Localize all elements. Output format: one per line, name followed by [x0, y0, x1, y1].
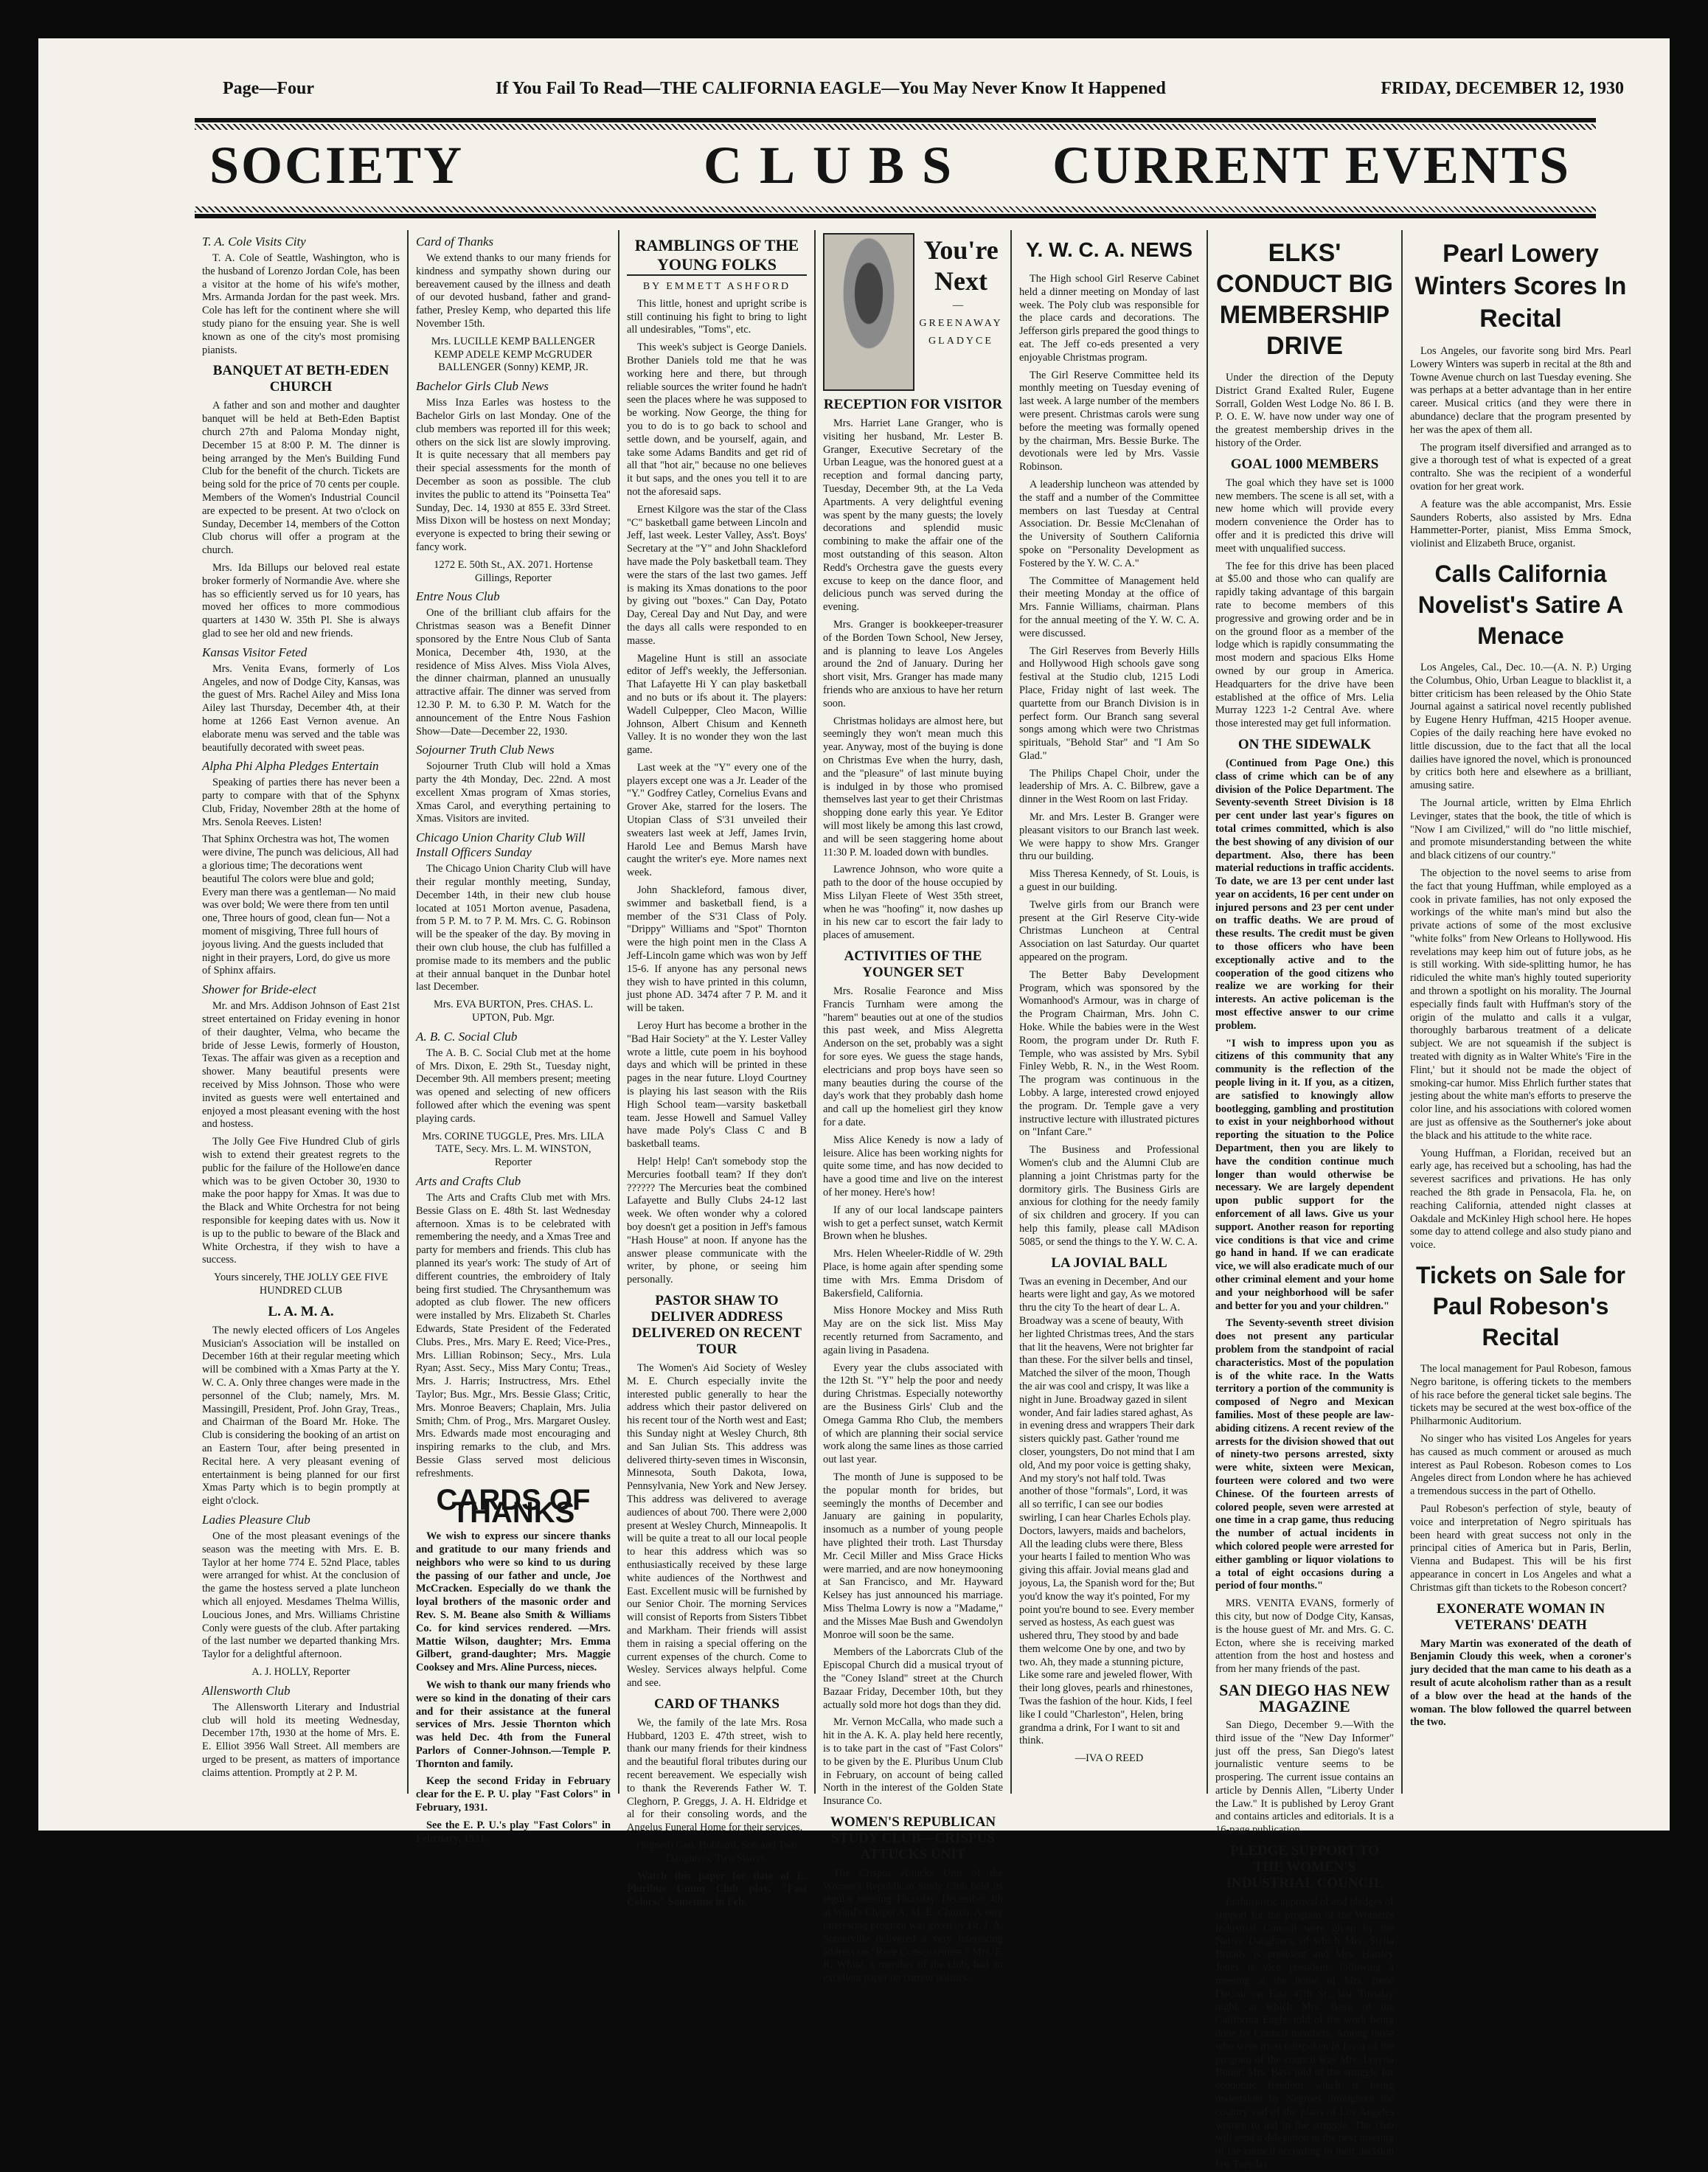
headline-shower: Shower for Bride-elect: [202, 982, 316, 997]
article-card-of-thanks: We extend thanks to our many friends for kindness and sympathy shown during our bereavement caused by the illness and death of our devoted husband, father and grand-father, Presley Kemp, who departed this life November 15th.: [416, 252, 611, 330]
banner-society: SOCIETY: [209, 136, 465, 195]
photo-block: [823, 230, 1003, 391]
column-6: [1215, 230, 1394, 2171]
headline-calls-california: Calls California Novelist's Satire A Menace: [1417, 560, 1624, 649]
headline-cole: T. A. Cole Visits City: [202, 235, 306, 249]
article-activities-9: Mr. Vernon McCalla, who made such a hit in the A. K. A. play held here recently, is to take part in the cast of "Fast Colors" to be given by the E. Pluribus Unum Club in February, on account of being called North in the interest of the Golden State Insurance Co.: [823, 1716, 1003, 1808]
article-tickets-2: No singer who has visited Los Angeles for years has caused as much comment or aroused as much interest as Paul Robeson. Robeson comes to Los Angeles direct from London where he has achieved a tremendous success in the part of Othello.: [1410, 1433, 1631, 1498]
signature-kemp: Mrs. LUCILLE KEMP BALLENGER KEMP ADELE KEMP McGRUDER BALLENGER (Sonny) KEMP, JR.: [431, 335, 596, 374]
headline-womens-republican: WOMEN'S REPUBLICAN STUDY CLUB—CRISPUS ATTUCKS UNIT: [830, 1814, 996, 1862]
signature-ladies: A. J. HOLLY, Reporter: [251, 1665, 350, 1678]
column-3: [627, 230, 807, 1909]
article-pastor-shaw: The Women's Aid Society of Wesley M. E. Church especially invite the interested public generally to hear the address which their pastor delivered on his recent tour of the North west and East; this Sunday night at Wesley Church, 8th and San Julian Sts. This address was delivered thirty-seven times in Wisconsin, Minnesota, South Dakota, Iowa, Pennsylvania, New York and New Jersey. This address was delivered to average audiences of about 700. There were 2,000 present at Wesley Church, Minneapolis. It will be quite a treat to all our local people to hear this address which was so enthusiastically received by these large white audiences of the Northwest and East. Excellent music will be furnished by our Senior Choir. The morning Services will consist of Reports from Sisters Tibbet and Markham. Their friends will assist them in raising a special offering on the current expenses of the church. Come to Wesley. Services always helpful. Come and see.: [627, 1361, 807, 1690]
article-reception-4: Lawrence Johnson, who wore quite a path to the door of the house occupied by Miss Lilyan Fleete of West 35th street, when he was "hoofing" it, now dashes up in his new car to escort the fair lady to places of amusement.: [823, 864, 1003, 942]
signature-reed: —IVA O REED: [1075, 1752, 1144, 1765]
article-ywca-9: Twelve girls from our Branch were present at the Girl Reserve City-wide Christmas Luncheon at Central Association on last Saturday. Our quartet appeared on the program.: [1019, 898, 1199, 964]
column-rule: [1010, 230, 1012, 1794]
article-calls-2: The Journal article, written by Elma Ehrlich Levinger, states that the book, the title of which is "Now I am Civilized," will do "no little mischief, and promote misunderstanding between the white and black citizens of our country.": [1410, 797, 1631, 862]
article-evans: MRS. VENITA EVANS, formerly of this city, but now of Dodge City, Kansas, is the house guest of Mr. and Mrs. G. C. Ecton, where she is receiving marked attention from the host and hostess and from her many friends of the past.: [1215, 1597, 1394, 1676]
article-activities-4: Mrs. Helen Wheeler-Riddle of W. 29th Place, is home again after spending some time with Mrs. Emma Drisdom of Bakersfield, California.: [823, 1248, 1003, 1300]
article-activities-5: Miss Honore Mockey and Miss Ruth May are on the sick list. Miss May recently returned from Sacramento, and again living in Pasadena.: [823, 1305, 1003, 1356]
article-pearl-2: The program itself diversified and arranged as to give a thorough test of what is expected of a great contralto. She was the recipient of a wonderful ovation for her great work.: [1410, 441, 1631, 493]
article-sojourner: Sojourner Truth Club will hold a Xmas party the 4th Monday, Dec. 22nd. A most excellent Xmas program of Xmas stories, Xmas Carol, and everything pertaining to Xmas. Visitors are invited.: [416, 760, 611, 825]
article-sidewalk-1: (Continued from Page One.) this class of crime which can be of any division of the Police Department. The Seventy-seventh Street Division is 18 per cent under last year's figures on total crimes committed, which is also the best showing of any division of our department. Also, there has been material reductions in traffic accidents. To date, we are 13 per cent under last year on accidents, 16 per cent under on injured persons and 23 per cent under on traffic deaths. We are proud of these results. The credit must be given to those officers who have been exceptionally active and to the cooperation of the good citizens who realize we are working for their interests. An active policeman is the most effective answer to our crime problem.: [1215, 757, 1394, 1032]
article-cards-3: Keep the second Friday in February clear for the E. P. U. play "Fast Colors" in February, 1931.: [416, 1775, 611, 1814]
article-activities-2: Miss Alice Kenedy is now a lady of leisure. Alice has been working nights for quite some time, and has now decided to have a good time and live on the interest of her money. Here's how!: [823, 1134, 1003, 1199]
column-7: [1410, 230, 1631, 1801]
headline-reception: RECEPTION FOR VISITOR: [823, 397, 1003, 412]
article-sidewalk-3: The Seventy-seventh street division does not present any particular problem from the standpoint of racial characteristics. Most of the population is of the white race. In the Watts territory a portion of the community is composed of Negro and Mexican families. Most of these people are law-abiding citizens. A recent review of the arrests for the division showed that out of ninety-two persons arrested, sixty were white, sixteen were Mexican, fourteen were colored and two were Chinese. Of the fourteen arrests of colored people, seven were arrested at one time in a crap game, thus reducing the number of actual incidents in which colored people were arrested for either gambling or liquor violations to a total of eight occasions during a period of four months.": [1215, 1317, 1394, 1592]
article-elks-1: Under the direction of the Deputy District Grand Exalted Ruler, Eugene Sorrall, Golden West Lodge No. 86 I. B. P. O. E. W. have now under way one of the greatest membership drives in the history of the Order.: [1215, 372, 1394, 449]
column-rule: [1401, 230, 1403, 1794]
signature-hubbard: (Signed) Geo. Hubbard, Son and Two Daughters; Two Sisters.: [636, 1839, 797, 1864]
article-elks-3: The fee for this drive has been placed at $5.00 and those who can qualify are rapidly taking advantage of this bargain rate to become members of this progressive and growing order and be in on the ground floor as a member of the lodge which is rapidly consummating the most modern and spacious Elks Home owned by our group in America. Headquarters for the drive have been established at the office of Mrs. Lelia Murray 1223 1-2 Central Ave. where those interested may get full information.: [1215, 560, 1394, 730]
article-pearl-1: Los Angeles, our favorite song bird Mrs. Pearl Lowery Winters was superb in recital at the 8th and Towne Avenue church on last Tuesday evening. She was perhaps at a better advantage than in her entire career. Musical critics (and they were there in abundance) declare that the program presented by her was the apex of them all.: [1410, 345, 1631, 436]
headline-activities: ACTIVITIES OF THE YOUNGER SET: [844, 948, 982, 981]
article-exonerate: Mary Martin was exonerated of the death of Benjamin Cloudy this week, when a coroner's jury decided that the man came to his death as a result of acute alcoholism rather than as a result of a blow over the head at the hands of the woman. The blow followed the quarrel between the two.: [1410, 1637, 1631, 1729]
article-ywca-2: The Girl Reserve Committee held its monthly meeting on Tuesday evening of last week. A large number of the members were present. Christmas carols were sung before the meeting was formally opened by the chairman, Mrs. Bessie Burke. The devotionals were led by Mrs. Vassie Robinson.: [1019, 369, 1199, 473]
article-sidewalk-2: "I wish to impress upon you as citizens of this community that any community is the reflection of the people living in it. If you, as a citizen, are satisfied to knowingly allow bootlegging, gambling and prostitution to exist in your neighborhood without reporting the situation to the Police Department, then you are likely to have the condition continue much longer than would otherwise be necessary. We are largely dependent upon public support for the enforcement of all laws. Give us your support. Another reason for reporting vice conditions is that vice and crime go hand in hand. If we can eradicate vice, we will also eradicate much of our other criminal element and your home and your neighborhood will be safer and better for you and your children.": [1215, 1037, 1394, 1312]
caption-greenaway: GREENAWAY: [919, 317, 1003, 329]
verse-alpha: That Sphinx Orchestra was hot, The women were divine, The punch was delicious, All had a glorious time; The decorations went beautiful The colors were blue and gold; Every man there was a gentleman— No maid was over bold; We were there from ten until one, Three hours of good, clean fun— Not a moment of misgiving, Three full hours of joyous living. And the guests included that night in their prayers, Lord, do give us more of Sphinx affairs.: [202, 833, 399, 977]
separator: —: [952, 299, 970, 311]
article-entre-nous: One of the brilliant club affairs for the Christmas season was a Benefit Dinner sponsored by the Entre Nous Club of Santa Monica, December 4th, 1930, at the residence of Miss Alves. Miss Viola Alves, the dinner chairman, planned an unusually attractive affair. The dinner was served from 12.30 P. M. to 6.30 P. M. Watch for the announcement of the Entre Nous Fashion Show—Date—December 22, 1930.: [416, 607, 611, 738]
headline-pearl-lowery: Pearl Lowery Winters Scores In Recital: [1414, 240, 1627, 333]
article-ramblings-3: Ernest Kilgore was the star of the Class "C" basketball game between Lincoln and Jeff, last week. Lester Valley, Ass't. Boys' Secretary at the "Y" and John Shackleford have made the Poly basketball team. They were the stars of the last two games. Jeff is making its Xmas donations to the poor by giving out "boxes." Can Day, Potato Day, Cereal Day and Nut Day, and were the days all calls were responded to en masse.: [627, 503, 807, 647]
verse-jovial-ball: Twas an evening in December, And our hearts were light and gay, As we motored thru the city To the heart of dear L. A. Broadway was a scene of beauty, With her lighted Christmas trees, And the stars that lit the heavens, Were not brighter far than these. For the silver bells and tinsel, Matched the silver of the moon, Though the air was cool and crispy, It was like a night in June. Broadway gazed in silent wonder, And fair ladies stared aghast, As in evening dress and wrappers Their dark sisters quickly past. Gather 'round me closer, youngsters, Do not mind that I am old, And my poor voice is getting shaky, And my story's not half told. Twas another of those "formals", Lord, it was all so terrific, I can see our bodies swirling, I can hear Charles Echols play. Doctors, lawyers, maids and bachelors, All the leading clubs were there, Bless your hearts I failed to mention Who was giving this affair. Jovial means glad and joyous, La, the Spanish word for the; But you'd know the way it's pointed, For my point you're bound to see. Every member served as hostess, As each guest was ushered thru, They stood by and bade them welcome One by one, and two by two. Ah, they made a stunning picture, Like some rare and jeweled flower, With their long gloves, pearls and rhinestones, Twas the fashion of the hour. Kids, I feel like I could "Charleston", Helen, bring grandma a drink, For I want to sit and think.: [1019, 1275, 1195, 1747]
headline-card-of-thanks: Card of Thanks: [416, 235, 494, 249]
article-cole: T. A. Cole of Seattle, Washington, who is the husband of Lorenzo Jordan Cole, has been a visitor at the home of his wife's mother, Mrs. Armanda Jordan for the past week. Mrs. Cole has left for the continent where she will study piano for the ensuing year. She is well known as one of the city's most promising pianists.: [202, 252, 400, 356]
headline-abc: A. B. C. Social Club: [416, 1029, 518, 1044]
article-ladies: One of the most pleasant evenings of the season was the meeting with Mrs. E. B. Taylor at her home 774 E. 52nd Place, tables were arranged for whist. At the conclusion of the game the hostess served a plate luncheon which all enjoyed. Mesdames Thelma Willis, Loucious Jones, and Mrs. Williams Christine Conly were guests of the club. After partaking of the last number we departed thanking Mrs. Taylor for a delightful afternoon.: [202, 1530, 400, 1661]
headline-ladies: Ladies Pleasure Club: [202, 1512, 310, 1527]
article-reception-3: Christmas holidays are almost here, but seemingly they won't mean much this year. Anyway, most of the buying is done on Christmas Eve when the hurry, dash, and the "pleasure" of last minute buying is indulged in by those who promised themselves last year to get their Christmas shopping done early this year. Ye Editor will most likely be among this last crowd, and will be seen staggering home about 11:30 P. M. loaded down with bundles.: [823, 715, 1003, 858]
article-ramblings-7: Leroy Hurt has become a brother in the "Bad Hair Society" at the Y. Lester Valley wrote a little, cute poem in his boyhood days and which will be printed in these pages in the near future. Lloyd Courtney is playing his last season with the Riis High School team—varsity basketball team. Jesse Howell and Samuel Valley have made Poly's Class C and B basketball teams.: [627, 1020, 807, 1151]
article-alpha: Speaking of parties there has never been a party to compare with that of the Sphynx Club, Friday, November 28th at the home of Mrs. Senola Reeves. Listen!: [202, 777, 400, 828]
article-activities-8: Members of the Laborcrats Club of the Episcopal Church did a musical tryout of the "Coney Island" street at the Church Bazaar Friday, December 10th, but they actually sold more hot dogs than they did.: [823, 1646, 1003, 1711]
article-tickets-3: Paul Robeson's perfection of style, beauty of voice and interpretation of Negro spirituals has been heard with great success not only in the principal cities of America but in Paris, Berlin, Vienna and Budapest. This will be his first appearance in concert in Los Angeles and what a Christmas gift than tickets to the Robeson concert?: [1410, 1502, 1631, 1594]
article-ramblings-5: Last week at the "Y" every one of the players except one was a Jr. Leader of the "Y." Godfrey Catley, Cornelius Evans and Grover Ake, starred for the losers. The Utopian Class of S'31 unveiled their sweaters last week at Jeff, James Irvin, Harold Lee and Bemus Marsh have caught the writer's eye. More names next week.: [627, 761, 807, 879]
article-tickets-1: The local management for Paul Robeson, famous Negro baritone, is offering tickets to the members of his race before the general ticket sale begins. The tickets may be secured at the west box-office of the Philharmonic Auditorium.: [1410, 1363, 1631, 1428]
headline-jovial-ball: LA JOVIAL BALL: [1051, 1255, 1167, 1271]
page-number: Page—Four: [223, 79, 314, 98]
article-womens-republican: The Crispus Attucks Unit of the Women's Republican Study Club held its regular meeting Thursday, December 4th at Ward's Chapel A. M. E. Church. A very interesting program was given by Dr. J. A. Somerville delivered a very interesting address on "Race Consciousness." Mrs. F. R. White, a member of the club, had an excellent paper on current politics.: [823, 1867, 1003, 1985]
portrait-photo: [823, 233, 914, 391]
issue-date: FRIDAY, DECEMBER 12, 1930: [1381, 79, 1624, 98]
article-reception-1: Mrs. Harriet Lane Granger, who is visiting her husband, Mr. Lester B. Granger, Executive Secretary of the Urban League, was the honored guest at a reception and formal dancing party, Tuesday, December 9th, at the La Veda Apartments. A very delightful evening was spent by the many guests; the lovely decorations and splendid music combining to make the affair one of the most outstanding of this season. Alton Redd's Orchestra gave the guests every excuse to keep on the dance floor, and delicious punch was served during the evening.: [823, 417, 1003, 614]
column-1: [202, 230, 400, 1801]
article-kansas: Mrs. Venita Evans, formerly of Los Angeles, and now of Dodge City, Kansas, was the guest of Mrs. Rachel Ailey and Miss Iona Ailey last Thursday, December 4th, at their home at 1266 East Vernon avenue. An elaborate menu was served and the table was beautifully decorated with sweet peas.: [202, 662, 400, 754]
article-billups: Mrs. Ida Billups our beloved real estate broker formerly of Normandie Ave. where she has so efficiently served us for 10 years, has moved her offices to more commodious quarters at 1430 W. 35th Pl. She is always glad to see her old and new friends.: [202, 561, 400, 639]
signature-jolly: Yours sincerely, THE JOLLY GEE FIVE HUNDRED CLUB: [214, 1271, 388, 1297]
signature-chicago: Mrs. EVA BURTON, Pres. CHAS. L. UPTON, Pub. Mgr.: [433, 999, 594, 1024]
article-ywca-11: The Business and Professional Women's club and the Alumni Club are planning a joint Christmas party for the dormitory girls. The Business Girls are anxious for clothing for the needy family of six children and grocery. If you can help this family, please call MAdison 5085, or send the things to the Y. W. C. A.: [1019, 1144, 1199, 1248]
article-allensworth: The Allensworth Literary and Industrial club will hold its meeting Wednesday, December 17th, 1930 at the home of Mrs. E. E. Elliot 3956 Wall Street. All members are urged to be present, as matters of importance claims attention. Promptly at 2 P. M.: [202, 1701, 400, 1779]
article-ramblings-6: John Shackleford, famous diver, swimmer and basketball fiend, is a member of the S'31 Class of Poly. "Drippy" Williams and "Spot" Thornton were the high point men in the Class A Jeff-Lincoln game which was won by Jeff 15-6. If anyone has any personal news they wish to have printed in this column, just phone AD. 3474 after 7 P. M. and it will be taken.: [627, 884, 807, 1015]
article-chicago: The Chicago Union Charity Club will have their regular monthly meeting, Sunday, December 14th, in their new club house located at 1051 Morton avenue, Pasadena, from 5 P. M. to 7 P. M. Mrs. C. G. Robinson will be the speaker of the day. By moving in their own club house, the club has fulfilled a promise made to its members and the public at their annual banquet in the Dunbar hotel last December.: [416, 863, 611, 993]
article-card-hubbard: We, the family of the late Mrs. Rosa Hubbard, 1203 E. 47th street, wish to thank our many friends for their kindness and the beautiful floral tributes during our recent bereavement. We especially wish to thank the Reverends Father W. T. Cleghorn, P. Greggs, J. A. H. Eldridge et al for their consoling words, and the Angelus Funeral Home for their services.: [627, 1716, 807, 1834]
article-ywca-8: Miss Theresa Kennedy, of St. Louis, is a guest in our building.: [1019, 868, 1199, 894]
headline-san-diego: SAN DIEGO HAS NEW MAGAZINE: [1219, 1680, 1390, 1715]
headline-sojourner: Sojourner Truth Club News: [416, 743, 555, 757]
article-lama: The newly elected officers of Los Angeles Musician's Association will be installed on December 16th at their regular meeting which will be combined with a Xmas Party at the Y. W. C. A. Only three changes were made in the personnel of the Club; namely, Mrs. M. Massingill, President, Prof. John Gray, Treas., and Chairman of the Board Mr. Hoke. The Club is considering the booking of an artist on an Eastern Tour, after being presented in Recital here. A very pleasant evening of entertainment is being planned for our first Xmas Party which is to begin promptly at eight o'clock.: [202, 1324, 400, 1507]
headline-banquet: BANQUET AT BETH-EDEN CHURCH: [212, 363, 389, 395]
photo-caption-block: [919, 230, 1003, 352]
article-cards-4: See the E. P. U.'s play "Fast Colors" in February, 1931.: [416, 1819, 611, 1845]
headline-youre-next: You're Next: [923, 235, 999, 296]
article-watch-paper: Watch this paper for date of E. Pluribus Unum Club play, "Fast Colors." Sometime in Feb.: [627, 1870, 807, 1909]
article-reception-2: Mrs. Granger is bookkeeper-treasurer of the Borden Town School, New Jersey, and is planning to leave Los Angeles around the 2nd of January. During her short visit, Mrs. Granger has made many friends who are anxious to have her return soon.: [823, 618, 1003, 709]
article-activities-7: The month of June is supposed to be the popular month for brides, but seemingly the months of December and January are gaining in popularity, insomuch as a number of young people have plighted their troth. Last Thursday Mr. Cecil Miller and Miss Grace Hicks were married, and are now honeymooning at San Francisco, and Mr. Hayward Kelsey has just announced his marriage. Miss Thelma Lowry is now a "Madame," and the Misses Mae Bush and Gwendolyn Monroe will soon be the same.: [823, 1471, 1003, 1641]
article-activities-6: Every year the clubs associated with the 12th St. "Y" help the poor and needy during Christmas. Especially noteworthy are the Business Girls' Club and the Omega Gamma Rho Club, the members of which are planning their social service work along the same lines as those carried out last year.: [823, 1361, 1003, 1466]
article-ywca-7: Mr. and Mrs. Lester B. Granger were pleasant visitors to our Branch last week. We were happy to show Mrs. Granger thru our building.: [1019, 811, 1199, 863]
article-calls-1: Los Angeles, Cal., Dec. 10.—(A. N. P.) Urging the Columbus, Ohio, Urban League to blacklist it, a bitter criticism has been released by the Ohio State Journal against a satirical novel recently published by Eugene Henry Huffman, 4215 Hooper avenue. Copies of the daily reaching here have evoked no little discussion, due to the fact that all the local dailies have ignored the novel, which is pronounced by critics both here and elsewhere as a brilliant, amusing satire.: [1410, 661, 1631, 792]
headline-allensworth: Allensworth Club: [202, 1683, 291, 1698]
article-bachelor: Miss Inza Earles was hostess to the Bachelor Girls on last Monday. One of the club members was reported ill for this week; others on the sick list are slowly improving. It is quite necessary that all members pay their special assessments for the month of December as soon as possible. The club invites the public to attend its "Poinsetta Tea" Sunday, Dec. 14, 1930 at 855 E. 33rd Street. Miss Dixon will be hostess on next Monday; everyone is expected to bring their sewing or fancy work.: [416, 397, 611, 553]
headline-card-of-thanks-hubbard: CARD OF THANKS: [654, 1696, 780, 1712]
headline-alpha: Alpha Phi Alpha Pledges Entertain: [202, 759, 379, 774]
article-ywca-10: The Better Baby Development Program, which was sponsored by the Womanhood's Armour, was in charge of the Program Chairman, Mrs. John C. Hoke. While the babies were in the West Room, the program under Dr. Ruth F. Temple, who was assisted by Mrs. Sybil Finley Webb, R. N., in the West Room. The program was continuous in the Lobby. A large, interested crowd enjoyed the program. Dr. Temple gave a very instructive lecture with illustrated pictures on "Infant Care.": [1019, 968, 1199, 1139]
signature-abc: Mrs. CORINE TUGGLE, Pres. Mrs. LILA TATE, Secy. Mrs. L. M. WINSTON, Reporter: [422, 1130, 605, 1169]
headline-sidewalk: ON THE SIDEWALK: [1237, 736, 1372, 752]
article-ramblings-4: Mageline Hunt is still an associate editor of Jeff's weekly, the Jeffersonian. That Lafayette Hi Y can play basketball and no buts or ifs about it. The players: Wadell Culpepper, Cleo Macon, Willie Johnson, Albert Chisum and Kenneth Valley. It is no wonder they won the last game.: [627, 652, 807, 757]
headline-elks: ELKS' CONDUCT BIG MEMBERSHIP DRIVE: [1216, 239, 1393, 360]
article-shower: Mr. and Mrs. Addison Johnson of East 21st street entertained on Friday evening in honor of their daughter, Velma, who became the bride of Jesse Lewis, formerly of Houston, Texas. The affair was given as a reception and shower. Many beautiful presents were received by Miss Johnson. Those who were invited as guests were well entertained and enjoyed a most pleasant evening with the host and hostess.: [202, 1000, 400, 1131]
headline-pastor-shaw: PASTOR SHAW TO DELIVER ADDRESS DELIVERED ON RECENT TOUR: [631, 1292, 802, 1357]
newspaper-page: [38, 38, 1670, 2171]
signature-bachelor: 1272 E. 50th St., AX. 2071. Hortense Gillings, Reporter: [434, 558, 593, 584]
article-ywca-1: The High school Girl Reserve Cabinet held a dinner meeting on Monday of last week. The Poly club was responsible for the place cards and decorations. The Jefferson girls prepared the good things to eat. The Jeff co-eds presented a very enjoyable Christmas program.: [1019, 273, 1199, 364]
section-banner: [195, 118, 1596, 218]
article-ywca-6: The Philips Chapel Choir, under the leadership of Mrs. A. C. Bilbrew, gave a dinner in the West Room on last Friday.: [1019, 767, 1199, 806]
header-slogan: If You Fail To Read—THE CALIFORNIA EAGLE—You May Never Know It Happened: [496, 79, 1166, 98]
article-banquet: A father and son and mother and daughter banquet will be held at Beth-Eden Baptist church 27th and Paloma Monday night, December 15 at 8:00 P. M. The dinner is being arranged by the Men's Building Fund Club for the benefit of the church. Tickets are being sold for the price of 70 cents per couple. Members of the Women's Industrial Council are expected to be present. At two o'clock on Sunday, December 14, members of the Cotton Club chorus will offer a program at the church.: [202, 400, 400, 557]
article-ywca-4: The Committee of Management held their meeting Monday at the office of Mrs. Fannie Williams, chairman. Plans for the annual meeting of the Y. W. C. A. were discussed.: [1019, 575, 1199, 639]
article-san-diego: San Diego, December 9.—With the third issue of the "New Day Informer" just off the press, San Diego's latest journalistic venture seems to be prospering. The current issue contains an article by Dennis Allen, "Liberty Under the Law." It is published by Leroy Grant and contains articles and editorials. It is a 16-page publication.: [1215, 1718, 1394, 1836]
column-rule: [1207, 230, 1208, 1794]
article-abc: The A. B. C. Social Club met at the home of Mrs. Dixon, E. 29th St., Tuesday night, December 9th. All members present; meeting was opened and selecting of new officers followed after which the evening was spent playing cards.: [416, 1047, 611, 1125]
headline-exonerate: EXONERATE WOMAN IN VETERANS' DEATH: [1436, 1600, 1605, 1633]
headline-ramblings: RAMBLINGS OF THE YOUNG FOLKS: [627, 236, 807, 276]
banner-clubs: CLUBS: [704, 136, 970, 195]
article-cards-2: We wish to thank our many friends who were so kind in the donating of their cars and for their assistance at the funeral services of Mrs. Jessie Thornton which was held Dec. 4th from the Funeral Parlors of Conner-Johnson.—Temple P. Thornton and family.: [416, 1679, 611, 1770]
column-rule: [814, 230, 816, 1794]
article-calls-3: The objection to the novel seems to arise from the fact that young Huffman, while employed as a cook in private families, has not only exposed the workings of the white man's mind but also the private actions of some of the most exclusive "white folks" from New Orleans to Hollywood. His revelations may keep him out of future jobs, as he is still working. With side-splitting humor, he has ridiculed the white man's highly touted superiority and thrown a spotlight on his morality. The Journal especially finds fault with Huffman's story of the origin of the mulatto and calls it a vulgar, thoroughly barbarous treatment of a delicate subject. We are not squeamish if the subject is treated with dignity as in Walter White's 'Fire in the Flint,' but it should not be made the object of smoking-car humor. Miss Ehrlich further states that jesting about the white man's efforts to preserve the color line, and his associations with colored women are just as offensive as the Southerner's joke about the black and his attitude to the white race.: [1410, 867, 1631, 1142]
column-2: [416, 230, 611, 1845]
headline-goal: GOAL 1000 MEMBERS: [1230, 456, 1379, 472]
caption-gladyce: GLADYCE: [928, 335, 993, 347]
article-pearl-3: A feature was the able accompanist, Mrs. Essie Saunders Roberts, also assisted by Mrs. Edna Hammetter-Porter, pianist, Miss Emma Smock, violinist and Elizabeth Bruce, organist.: [1410, 498, 1631, 550]
article-pledge: Enthusiastic approval of and pledges of support for the program of the Women's Industrial Council were given by the Native Daughters, of which Mrs. Stella Broady is president and Mrs. Hartley Jones is vice president, following a meeting at the home of Mrs. Irene DeCuir on East 47th St., last Tuesday night, at which Mrs. Bass, of the California Eagle, told of the work being done by Council members. Among those who were most outspoken in favor of the program of the council was Mrs. Loretta Butler. Mrs. Bass told of the struggle for economic freedom which is being undertaken by Negroes throughout the country and of the plans of Los Angeles women to aid in the struggle. The club will send a delegation to the next meeting of the council according to their decision last Tuesday.: [1215, 1896, 1394, 2171]
headline-pledge: PLEDGE SUPPORT TO THE WOMEN'S INDUSTRIAL COUNCIL: [1226, 1843, 1384, 1892]
article-elks-2: The goal which they have set is 1000 new members. The scene is all set, with a new home which will provide every modern convenience the Order has to offer and it is predicted this drive will meet with unqualified success.: [1215, 476, 1394, 555]
article-cards-1: We wish to express our sincere thanks and gratitude to our many friends and neighbors who were so kind to us during the passing of our father and uncle, Joe McCracken. Especially do we thank the loyal brothers of the masonic order and Rev. S. M. Beane also Smith & Williams Co. for kind services rendered. —Mrs. Mattie Wilson, daughter; Mrs. Emma Gilbert, grand-daughter; Mrs. Maggie Cooksey and Mrs. Aline Purcess, nieces.: [416, 1530, 611, 1674]
article-ramblings-1: This little, honest and upright scribe is still continuing his fight to bring to light all undesirables, "Toms", etc.: [627, 297, 807, 336]
headline-bachelor: Bachelor Girls Club News: [416, 379, 549, 394]
article-activities-3: If any of our local landscape painters wish to get a perfect sunset, watch Kermit Brown when he blushes.: [823, 1204, 1003, 1243]
headline-entre-nous: Entre Nous Club: [416, 589, 500, 604]
article-jolly: The Jolly Gee Five Hundred Club of girls wish to extend their greatest regrets to the public for the failure of the Hollowe'en dance which was to be given October 30, 1930 to make the poor happy for Xmas. It was due to the Black and White Orchestra for not being responsible for keeping dates with us. Now it is up to the public to beware of the Black and White Orchestra, if they wish to have a success.: [202, 1136, 400, 1266]
column-rule: [618, 230, 619, 1794]
headline-chicago: Chicago Union Charity Club Will Install Officers Sunday: [416, 830, 586, 860]
article-arts-crafts: The Arts and Crafts Club met with Mrs. Bessie Glass on E. 48th St. last Wednesday afternoon. Xmas is to be celebrated with remembering the needy, and a Xmas Tree and party for members and friends. This club has planned its year's work: The study of Art of different countries, the embroidery of Italy being first studied. The Chrysanthemum was adopted as club flower. The new officers were installed by Mrs. Elizabeth St. Charles Edwards, State President of the Federated Clubs. Pres., Mrs. Mary E. Reed; Vice-Pres., Mrs. Lillian Robinson; Secy., Mrs. Lula Ryan; Asst. Secy., Miss Mary Contu; Treas., Mrs. J. Harris; Instructress, Mrs. Ethel Taylor; Bus. Mgr., Mrs. Bessie Glass; Critic, Mrs. Monroe Beavers; Chaplain, Mrs. Julia Smith; Chm. of Prog., Mrs. Margaret Ousley. Mrs. Edwards made most encouraging and inspiring remarks to the club, and Mrs. Bessie Glass served most delicious refreshments.: [416, 1192, 611, 1479]
article-ywca-3: A leadership luncheon was attended by the staff and a number of the Committee members on last Tuesday at Central Association. Dr. Bessie McClenahan of the University of Southern California spoke on "Personality Development as Fostered by the Y. W. C. A.": [1019, 478, 1199, 569]
headline-cards-of-thanks: CARDS OF THANKS: [436, 1483, 591, 1530]
column-4: [823, 230, 1003, 1985]
byline-ashford: BY EMMETT ASHFORD: [642, 281, 791, 292]
headline-ywca: Y. W. C. A. NEWS: [1025, 238, 1193, 261]
column-5: [1019, 230, 1199, 1801]
article-activities-1: Mrs. Rosalie Fearonce and Miss Francis Turnham were among the "harem" beauties out at one of the studios this past week, and Miss Alegretta Anderson on the set, probably was a sight for sore eyes. We guess the stage hands, electricians and prop boys have seen so many beauties during the course of the day's work that they probably dash home and call up the homeliest girl they know for a date.: [823, 985, 1003, 1129]
article-calls-4: Young Huffman, a Floridan, received but an early age, has received but a schooling, has had the severest sacrifices and privations. He has only reached the 8th grade in Pensacola, Fla. he, on reaching California, attended night classes at Oakdale and McKinley High school here. He hopes some day to attend college and also study piano and voice.: [1410, 1147, 1631, 1252]
headline-kansas: Kansas Visitor Feted: [202, 645, 308, 659]
article-ramblings-2: This week's subject is George Daniels. Brother Daniels told me that he was working here and there, but through reliable sources the writer found he hadn't seen the places where he was supposed to be working. Now George, the thing for you to do is to go back to school and settle down, and be yourself, again, and take some Adams Bandits and get rid of all that "hot air," because no one believes it but saps, and the ones you tell it to are not the aforesaid saps.: [627, 341, 807, 498]
headline-lama: L. A. M. A.: [268, 1303, 334, 1319]
column-rule: [407, 230, 409, 1794]
banner-current-events: CURRENT EVENTS: [1052, 136, 1571, 195]
headline-tickets-robeson: Tickets on Sale for Paul Robeson's Recital: [1416, 1262, 1625, 1351]
article-ywca-5: The Girl Reserves from Beverly Hills and Hollywood High schools gave song festival at the Studio club, 1215 Lodi Place, Friday night of last week. The quartette from our Branch Division is in perfect form. Our Branch sang several songs among which were two Christmas spirituals, "Behold Star" and "I Am So Glad.": [1019, 645, 1199, 762]
headline-arts-crafts: Arts and Crafts Club: [416, 1174, 521, 1189]
article-ramblings-8: Help! Help! Can't somebody stop the Mercuries football team? If they don't ?????? The Mercuries beat the combined Lafayette and Bully Clubs 24-12 last week. We often wonder why a colored boy doesn't get a position in Jeff's famous "Hash House" at noon. If anyone has the answer please communicate with the writer, by phone, or seeing him personally.: [627, 1156, 807, 1286]
